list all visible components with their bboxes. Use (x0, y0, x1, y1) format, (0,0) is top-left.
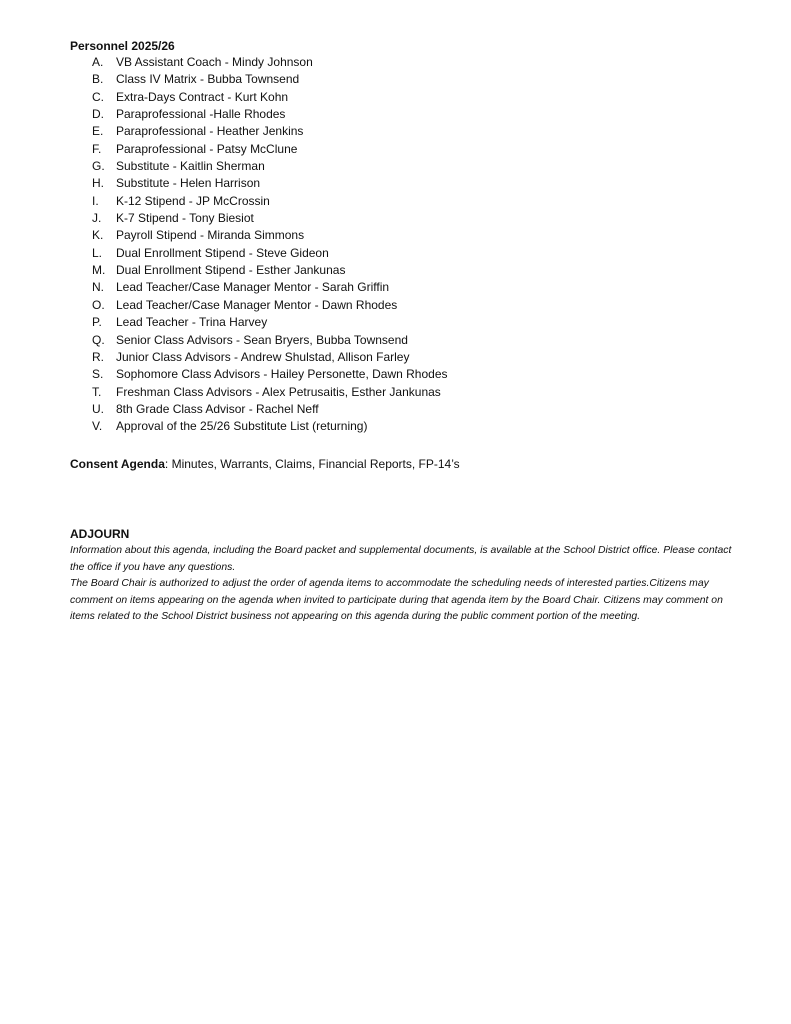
list-item (92, 366, 448, 383)
list-item (92, 384, 448, 401)
item-letter: N. (92, 280, 104, 295)
item-text: Paraprofessional - Heather Jenkins (116, 124, 304, 139)
list-item (92, 141, 448, 158)
list-item (92, 158, 448, 175)
item-letter: J. (92, 211, 102, 226)
item-letter: S. (92, 367, 104, 382)
item-text: Lead Teacher - Trina Harvey (116, 315, 268, 330)
list-item (92, 54, 448, 71)
item-text: Junior Class Advisors - Andrew Shulstad, Allison Farley (116, 349, 410, 364)
item-letter: A. (92, 55, 104, 69)
item-text: Extra-Days Contract - Kurt Kohn (116, 89, 289, 104)
item-letter: D. (92, 107, 104, 122)
personnel-heading: Personnel 2025/26 (70, 39, 175, 53)
adjourn-heading: ADJOURN (70, 527, 130, 541)
item-text: Class IV Matrix - Bubba Townsend (116, 72, 300, 87)
item-text: Lead Teacher/Case Manager Mentor - Dawn Rhodes (116, 297, 398, 312)
list-item (92, 401, 448, 418)
item-text: Approval of the 25/26 Substitute List (returning) (116, 419, 368, 434)
item-text: K-7 Stipend - Tony Biesiot (116, 211, 254, 226)
item-letter: M. (92, 263, 106, 278)
item-text: Dual Enrollment Stipend - Esther Jankunas (116, 263, 346, 278)
item-text: Paraprofessional -Halle Rhodes (116, 107, 286, 122)
item-text: Lead Teacher/Case Manager Mentor - Sarah Griffin (116, 280, 390, 295)
list-item (92, 349, 448, 366)
list-item (92, 106, 448, 123)
item-text: Senior Class Advisors - Sean Bryers, Bubba Townsend (116, 332, 408, 347)
item-text: Sophomore Class Advisors - Hailey Personette, Dawn Rhodes (116, 367, 448, 382)
item-letter: C. (92, 89, 104, 104)
item-text: 8th Grade Class Advisor - Rachel Neff (116, 401, 319, 416)
item-letter: T. (92, 384, 102, 399)
consent-agenda-label: Consent Agenda (70, 457, 165, 471)
item-text: Paraprofessional - Patsy McClune (116, 141, 298, 156)
agenda-notice (70, 543, 740, 626)
item-letter: F. (92, 141, 102, 156)
item-text: K-12 Stipend - JP McCrossin (116, 193, 270, 208)
item-letter: P. (92, 315, 102, 330)
item-letter: G. (92, 159, 105, 174)
item-letter: O. (92, 297, 105, 312)
list-item (92, 89, 448, 106)
list-item (92, 314, 448, 331)
consent-agenda-text: : Minutes, Warrants, Claims, Financial Reports, FP-14’s (164, 457, 460, 471)
list-item (92, 297, 448, 314)
list-item (92, 418, 448, 435)
list-item (92, 227, 448, 244)
item-letter: K. (92, 228, 104, 243)
list-item (92, 279, 448, 296)
item-letter: Q. (92, 332, 105, 347)
info-paragraph: Information about this agenda, including the Board packet and supplemental documents, is available at the School District office. Please contact the office if you have any questions. (70, 545, 732, 573)
item-letter: U. (92, 401, 104, 416)
item-text: VB Assistant Coach - Mindy Johnson (116, 55, 313, 69)
list-item (92, 71, 448, 88)
item-text: Substitute - Kaitlin Sherman (116, 159, 265, 174)
list-item (92, 193, 448, 210)
item-letter: V. (92, 419, 103, 434)
item-letter: I. (92, 193, 99, 208)
list-item (92, 262, 448, 279)
item-letter: H. (92, 176, 104, 191)
item-letter: B. (92, 72, 104, 87)
list-item (92, 332, 448, 349)
list-item (92, 123, 448, 140)
list-item (92, 175, 448, 192)
item-text: Dual Enrollment Stipend - Steve Gideon (116, 245, 329, 260)
item-text: Payroll Stipend - Miranda Simmons (116, 228, 305, 243)
item-text: Substitute - Helen Harrison (116, 176, 261, 191)
item-text: Freshman Class Advisors - Alex Petrusaitis, Esther Jankunas (116, 384, 441, 399)
personnel-list (92, 54, 448, 436)
item-letter: E. (92, 124, 104, 139)
item-letter: L. (92, 245, 103, 260)
list-item (92, 245, 448, 262)
policy-paragraph: The Board Chair is authorized to adjust the order of agenda items to accommodate the scheduling needs of interested parties.Citizens may comment on items appearing on the agenda when invited to participate during that agenda item by the Board Chair. Citizens may comment on items related to the School District business not appearing on this agenda during the public comment portion of the meeting. (70, 578, 723, 622)
consent-agenda (70, 456, 460, 472)
list-item (92, 210, 448, 227)
item-letter: R. (92, 349, 104, 364)
